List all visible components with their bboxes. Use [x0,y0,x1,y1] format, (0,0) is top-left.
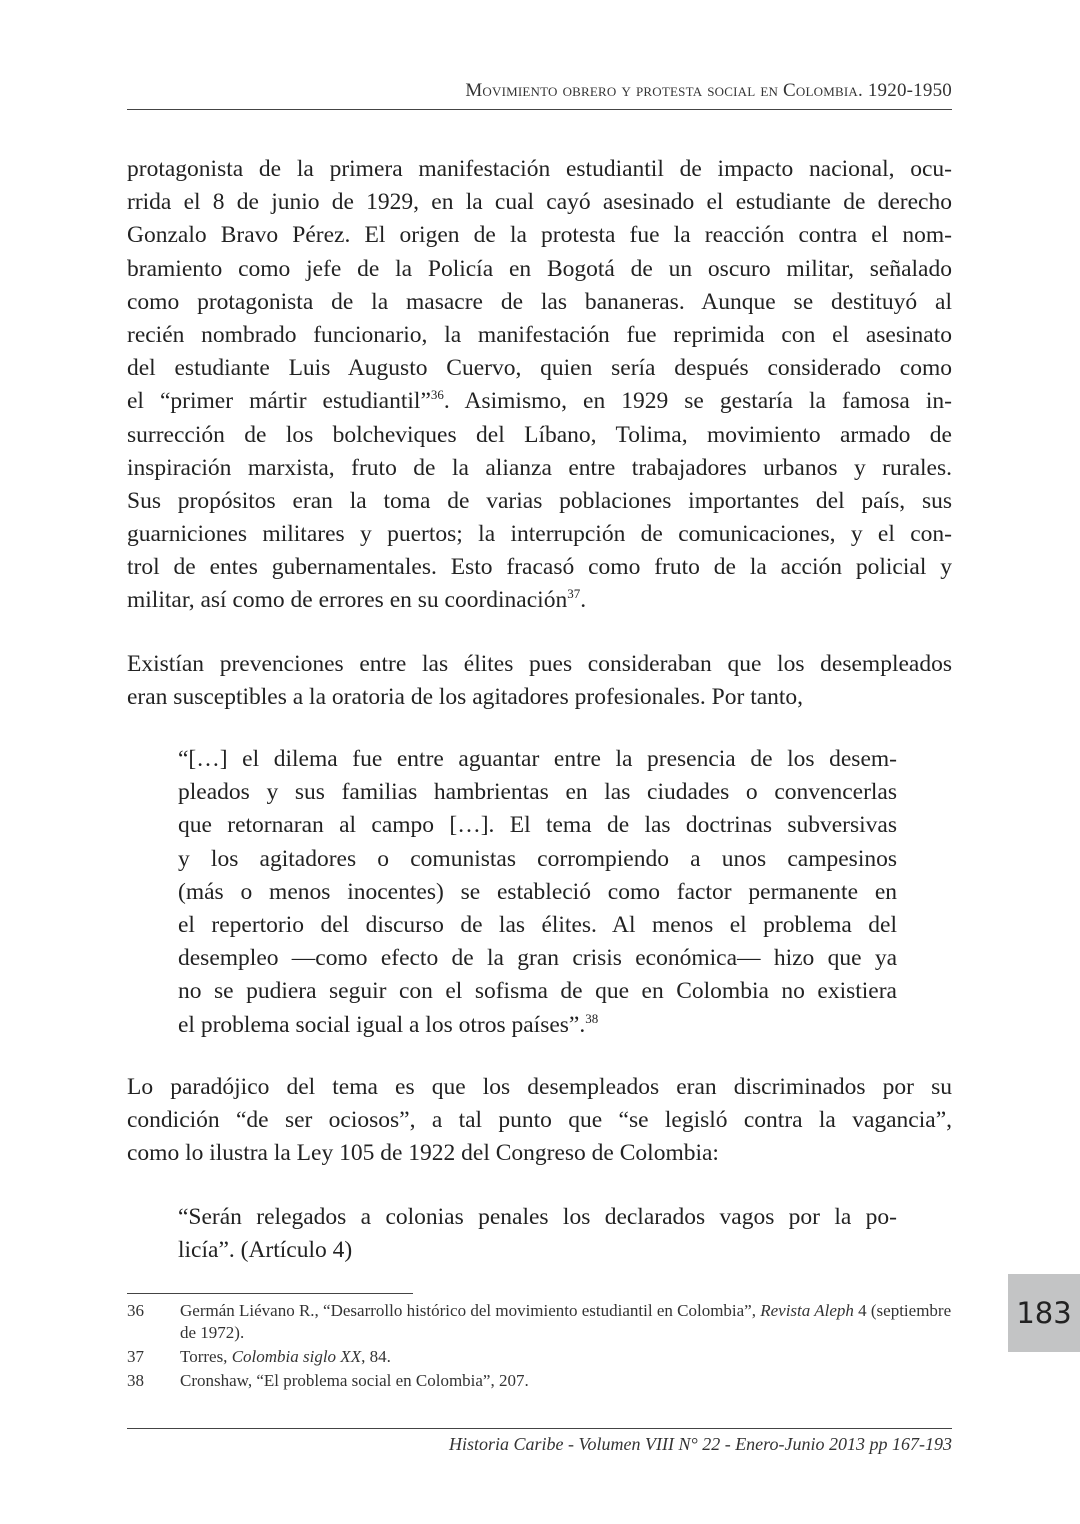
text-line: inspiración marxista, fruto de la alianza entre trabajadores urbanos y rurales. [127,454,952,481]
text-line [127,584,952,617]
text-line: Gonzalo Bravo Pérez. El origen de la protesta fue la reacción contra el nom- [127,222,952,249]
text-segment: Germán Liévano R., “Desarrollo histórico del movimiento estudiantil en Colombia”, [180,1301,761,1320]
text-line: guarniciones militares y puertos; la interrupción de comunicaciones, y el con- [127,521,952,548]
text-line: Existían prevenciones entre las élites pues consideraban que los desempleados [127,651,952,677]
text-line: Lo paradójico del tema es que los desempleados eran discriminados por su [127,1074,952,1100]
text-line: surrección de los bolcheviques del Líbano, Tolima, movimiento armado de [127,421,952,448]
text-line: “[…] el dilema fue entre aguantar entre la presencia de los desem- [178,746,897,772]
running-header: Movimiento obrero y protesta social en Colombia. 1920-1950 [465,80,952,101]
text-segment: . Asimismo, en 1929 se gestaría la famosa in- [443,388,952,415]
text-line: recién nombrado funcionario, la manifestación fue reprimida con el asesinato [127,321,952,348]
footnote [127,1346,952,1368]
paragraph-3 [127,1071,952,1171]
page-number: 183 [1008,1274,1080,1352]
paragraph-1 [127,153,952,618]
header-rule [127,109,952,110]
text-line: condición “de ser ociosos”, a tal punto que “se legisló contra la vagancia”, [127,1107,952,1134]
footnote-ref: 38 [585,1010,599,1026]
text-line [127,385,952,418]
text-line [178,1009,897,1042]
footnote-ref: 36 [430,387,444,403]
text-line: bramiento como jefe de la Policía en Bogotá de un oscuro militar, señalado [127,255,952,282]
footer-citation: Historia Caribe - Volumen VIII N° 22 - Enero-Junio 2013 pp 167-193 [449,1434,952,1454]
text-line: “Serán relegados a colonias penales los declarados vagos por la po- [178,1204,897,1230]
footnotes [127,1300,952,1394]
text-line: trol de entes gubernamentales. Esto fracasó como fruto de la acción policial y [127,554,952,581]
text-segment: Torres, [180,1347,232,1366]
italic-title: Revista Aleph [760,1301,854,1320]
footnote [127,1370,952,1392]
footnote-number: 36 [127,1301,144,1320]
text-line: como lo ilustra la Ley 105 de 1922 del Congreso de Colombia: [127,1140,719,1167]
text-segment: Cronshaw, “El problema social en Colombia”, 207. [180,1371,529,1390]
text-line: licía”. (Artículo 4) [178,1237,353,1264]
footnote-text [180,1370,529,1392]
footnote-text [180,1346,391,1368]
footnote-text [180,1300,952,1344]
text-line: el repertorio del discurso de las élites. Al menos el problema del [178,911,897,938]
text-line: no se pudiera seguir con el sofisma de que en Colombia no existiera [178,978,897,1005]
text-line: y los agitadores o comunistas corrompiendo a unos campesinos [178,845,897,872]
text-segment: 4 (septiembre de 1972). [180,1301,952,1342]
footnote-ref: 37 [567,586,581,602]
text-segment: , 84. [361,1347,391,1366]
text-line: eran susceptibles a la oratoria de los agitadores profesionales. Por tanto, [127,684,804,711]
text-line: del estudiante Luis Augusto Cuervo, quien sería después considerado como [127,355,952,382]
text-line: que retornaran al campo […]. El tema de las doctrinas subversivas [178,812,897,839]
text-line: Sus propósitos eran la toma de varias poblaciones importantes del país, sus [127,487,952,514]
text-line: pleados y sus familias hambrientas en las ciudades o convencerlas [178,779,897,806]
text-line: (más o menos inocentes) se estableció como factor permanente en [178,878,897,905]
text-line: desempleo —como efecto de la gran crisis económica— hizo que ya [178,945,897,972]
footnote-rule [127,1293,413,1294]
footer-rule [127,1428,952,1429]
text-segment: el problema social igual a los otros países”. [178,1011,586,1038]
footnote-number: 37 [127,1347,144,1366]
footnote-number: 38 [127,1371,144,1390]
text-line: como protagonista de la masacre de las bananeras. Aunque se destituyó al [127,288,952,315]
text-segment: el “primer mártir estudiantil” [127,388,431,415]
paragraph-2 [127,648,952,714]
block-quote-1 [178,743,897,1042]
text-segment: militar, así como de errores en su coordinación [127,587,568,614]
text-line: rrida el 8 de junio de 1929, en la cual cayó asesinado el estudiante de derecho [127,189,952,216]
italic-title: Colombia siglo XX [231,1347,362,1366]
text-segment: . [580,587,587,614]
footnote [127,1300,952,1344]
text-line: protagonista de la primera manifestación estudiantil de impacto nacional, ocu- [127,156,952,182]
block-quote-2 [178,1201,897,1267]
